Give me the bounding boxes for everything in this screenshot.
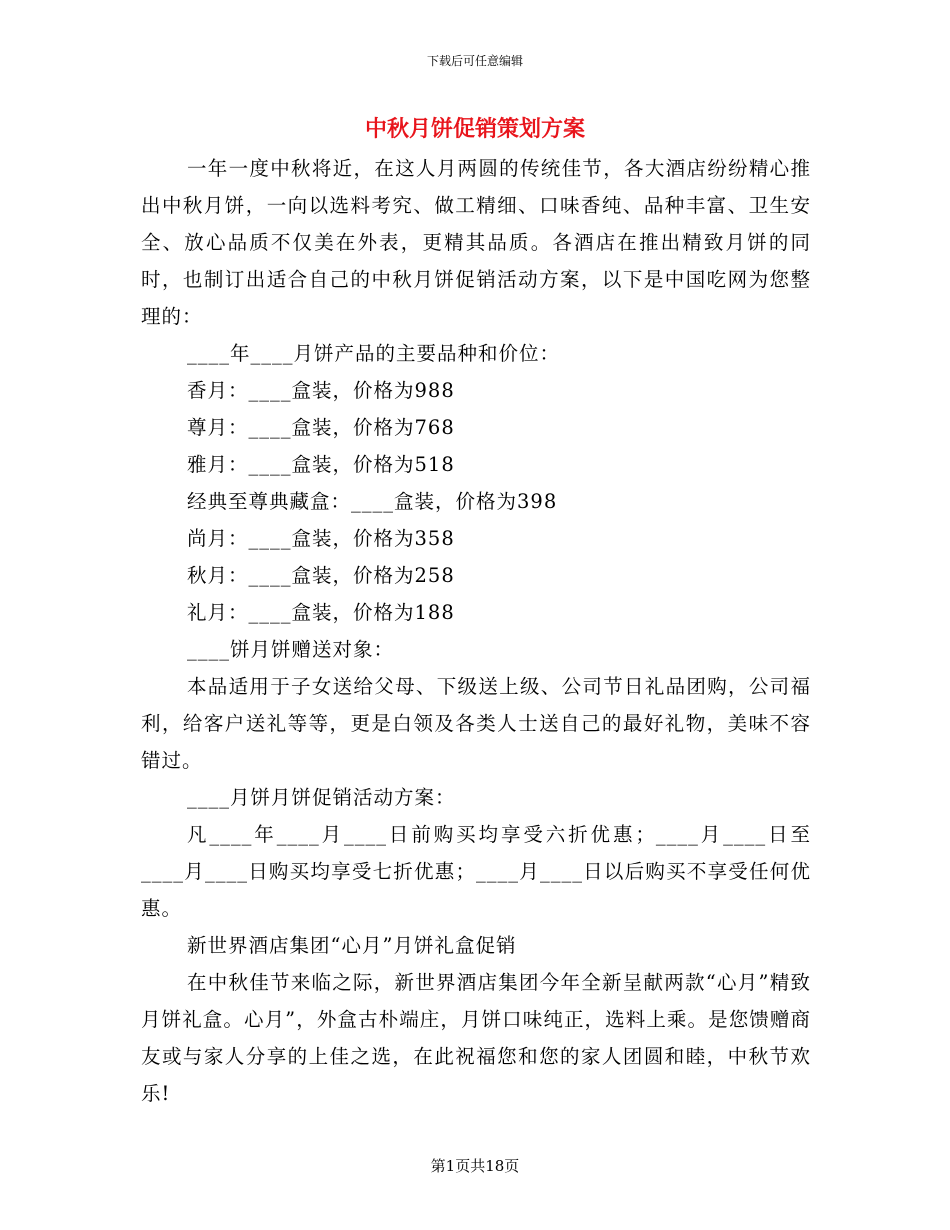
product-item: 香月：____盒装，价格为988 xyxy=(187,379,455,402)
product-item: 礼月：____盒装，价格为188 xyxy=(187,601,455,624)
document-title: 中秋月饼促销策划方案 xyxy=(364,116,585,142)
products-heading: ____年____月饼产品的主要品种和价位： xyxy=(187,342,561,365)
product-item: 尚月：____盒装，价格为358 xyxy=(187,527,455,550)
header-note: 下载后可任意编辑 xyxy=(426,54,523,68)
page-footer: 第1页共18页 xyxy=(430,1157,520,1175)
product-item: 秋月：____盒装，价格为258 xyxy=(187,564,455,587)
document-body xyxy=(141,150,811,1112)
promo-heading: ____月饼月饼促销活动方案： xyxy=(187,786,456,809)
product-item: 经典至尊典藏盒：____盒装，价格为398 xyxy=(187,490,558,513)
gift-paragraph: 本品适用于子女送给父母、下级送上级、公司节日礼品团购，公司福利，给客户送礼等等，更是白领及各类人士送自己的最好礼物，美味不容错过。 xyxy=(141,675,811,772)
hotel-heading: 新世界酒店集团“心月”月饼礼盒促销 xyxy=(187,934,517,957)
product-item: 尊月：____盒装，价格为768 xyxy=(187,416,455,439)
intro-paragraph: 一年一度中秋将近，在这人月两圆的传统佳节，各大酒店纷纷精心推出中秋月饼，一向以选料考究、做工精细、口味香纯、品种丰富、卫生安全、放心品质不仅美在外表，更精其品质。各酒店在推出精致月饼的同时，也制订出适合自己的中秋月饼促销活动方案，以下是中国吃网为您整理的： xyxy=(141,157,811,328)
product-item: 雅月：____盒装，价格为518 xyxy=(187,453,455,476)
hotel-paragraph: 在中秋佳节来临之际，新世界酒店集团今年全新呈献两款“心月”精致月饼礼盒。心月”，外盒古朴端庄，月饼口味纯正，选料上乘。是您馈赠商友或与家人分享的上佳之选，在此祝福您和您的家人团圆和睦，中秋节欢乐! xyxy=(141,971,811,1105)
promo-paragraph: 凡____年____月____日前购买均享受六折优惠；____月____日至____月____日购买均享受七折优惠；____月____日以后购买不享受任何优惠。 xyxy=(141,823,811,920)
gift-heading: ____饼月饼赠送对象： xyxy=(187,638,395,661)
